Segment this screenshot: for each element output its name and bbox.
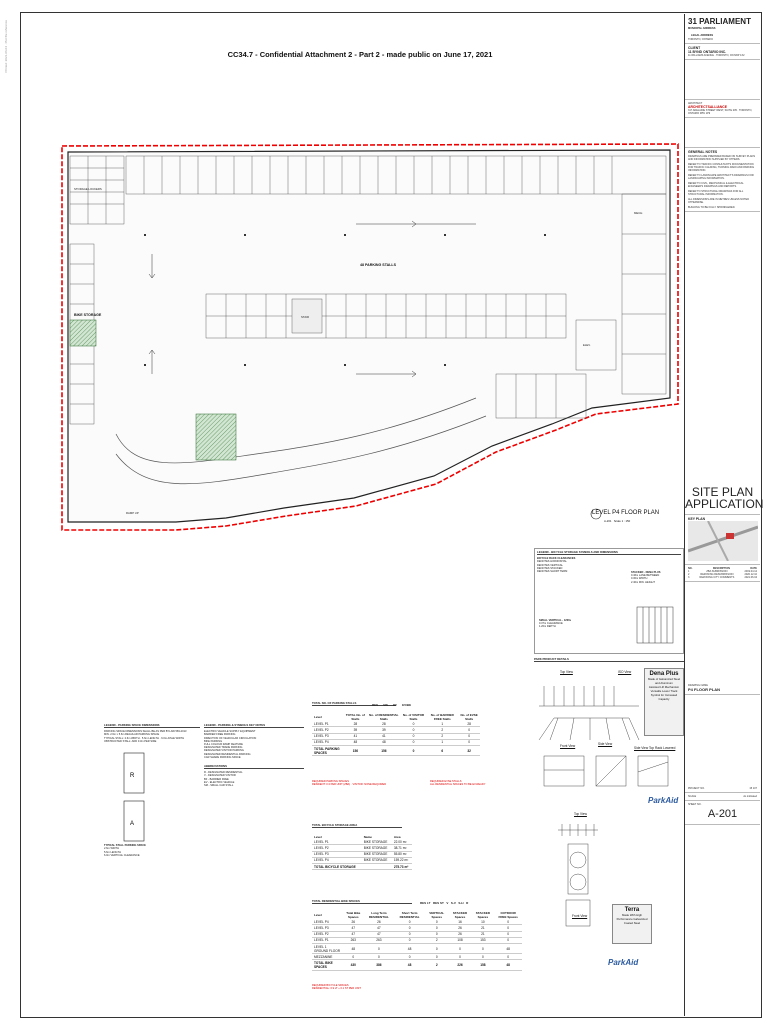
table-row: LEVEL P2 BIKE STORAGE 38.71 m² <box>312 845 412 851</box>
bike-rack-diagram <box>635 605 675 645</box>
title-block <box>684 14 764 1016</box>
legend-symbol-item: BIKE PARKING <box>204 739 223 743</box>
parking-note: REQUIRED PARKING SPACES RESIDENT: 0.3 PER UNIT (ZBA) · VISITOR: NONE REQUIRED <box>312 780 387 786</box>
plan-storage-label: STORAGE LOCKERS <box>74 187 102 191</box>
stall-a-glyph: A <box>130 821 135 828</box>
scale-value: As indicated <box>743 795 757 798</box>
address-line-1: LEGAL ADDRESS <box>691 34 714 37</box>
side-view-label: Side View <box>598 742 613 746</box>
legend-abbr-item: BF - BARRIER FREE <box>204 777 229 781</box>
parking-table-header: No. of VISITOR Stalls <box>402 712 425 721</box>
parking-table-header: No. of RESIDENTIAL Stalls <box>369 712 399 721</box>
table-row: LEVEL P4 48 48 0 1 0 <box>312 739 480 745</box>
parking-table <box>312 712 480 756</box>
table-row: LEVEL P4 26 26 0 0 16 10 0 <box>312 919 522 925</box>
legend-symbols-title: LEGEND - PARKING & SYMBOLS KEY NOTES <box>204 724 304 728</box>
table-row: LEVEL P3 47 47 0 0 26 21 0 <box>312 925 522 931</box>
plan-scale-value: Scale 1 : 150 <box>613 519 631 523</box>
legend-symbol-item: DESIGNATED RESIDENTIAL PARKING <box>204 752 251 756</box>
key-plan-map <box>688 521 758 561</box>
revision-row: 1 ZBA SUBMISSION 2019.04.12 <box>688 570 757 573</box>
top-view-label-terra: Top View <box>574 812 587 816</box>
legend-parking-line: MIN. 2.6m x 5.6m REGULAR PARKING SPACE <box>104 733 160 737</box>
product-title: PARK PRODUCT DETAILS <box>534 658 684 662</box>
legend-abbr-title: ABBREVIATIONS <box>204 765 304 769</box>
legend-symbols <box>204 724 304 787</box>
plan-ramp-label: RAMP UP <box>126 511 139 515</box>
parking-table-header: TOTAL No. of Stalls <box>345 712 365 721</box>
terra-card: Terra Made With High Performance Galvanized Coated Steel <box>612 904 652 944</box>
plan-mech-label: MECH. <box>634 211 644 215</box>
drawing-name-heading: DRAWING NAME <box>688 684 708 687</box>
scale-heading: SCALE <box>688 795 697 798</box>
project-sub: MUNICIPAL ADDRESS <box>688 27 716 30</box>
drawing-name: P4 FLOOR PLAN <box>688 687 721 692</box>
architect-address: 317 ADELAIDE STREET WEST, SUITE 205 · TORONTO, ONTARIO M5V 1P9 <box>688 109 753 115</box>
architect-heading: ARCHITECT <box>688 102 703 105</box>
confidential-header: CC34.7 - Confidential Attachment 2 - Part 2 - made public on June 17, 2021 <box>227 50 493 59</box>
table-row: LEVEL P2 47 47 0 0 26 21 0 <box>312 931 522 937</box>
revision-row: 3 REZONING CITY COMMENTS 2021.06.04 <box>688 576 757 579</box>
bike-legend-sub: BICYCLE RACK CLEARANCES <box>537 557 576 561</box>
bike-legend-title: LEGEND - BICYCLE STORAGE SYMBOLS AND DIMENSIONS <box>537 551 681 555</box>
plan-elevator-label: ELEV. <box>583 343 591 347</box>
bike-col-groups: RES LT RES ST V S-V S-H R <box>420 901 469 905</box>
sheet-heading: SHEET NO. <box>688 803 702 806</box>
parking-note-evse: REQUIRED EVSE STALLS ALL RESIDENTIAL SPACES TO BE EV-READY <box>430 780 486 786</box>
revision-row: 2 REZONING RESUBMISSION 2020.12.10 <box>688 573 757 576</box>
parking-col-groups: RES VIS BF EV/BE <box>372 703 412 707</box>
bike-note: REQUIRED BICYCLE SPACES RESIDENTIAL: 0.9 LT + 0.1 ST PER UNIT <box>312 984 361 990</box>
top-view-label: Top View <box>560 670 573 674</box>
key-plan-heading: KEY PLAN <box>688 517 706 521</box>
table-row: LEVEL P3 41 41 0 2 0 <box>312 733 480 739</box>
plan-scale <box>604 519 630 523</box>
general-note: REFER TO STRUCTURAL DRAWINGS FOR ALL STRUCTURAL INFORMATION. <box>688 190 744 196</box>
margin-print-text: Printed: 2021-06-04 · Plot file reference <box>4 20 8 73</box>
legend-parking-line: OBSTRUCTED STALL: ADD 0.3m PER SIDE <box>104 739 157 743</box>
legend-dim: 5.6m LENGTH <box>104 850 122 854</box>
legend-dim: 2.6m WIDTH <box>104 847 119 851</box>
plan-ref: A-201 <box>604 519 612 523</box>
parking-table-header: Level <box>314 714 322 719</box>
general-note: REFER TO LANDSCAPE ARCHITECT'S DRAWINGS FOR LANDSCAPING INFORMATION. <box>688 174 754 180</box>
bike-storage-area-left <box>70 320 96 346</box>
floor-plan <box>56 134 684 544</box>
dena-front-side-drawing <box>534 752 684 792</box>
drawing-title-big: SITE PLAN APPLICATION <box>685 482 760 515</box>
front-view-label: Front View <box>560 744 576 748</box>
general-note: DRAWINGS ARE PREPARED BASED ON SURVEY PLANS AND INFORMATION SUPPLIED BY OTHERS. <box>688 155 756 161</box>
parkaid-logo-1: ParkAid <box>648 796 679 805</box>
bike-storage-area-center <box>196 414 236 460</box>
general-notes-heading: GENERAL NOTES <box>688 150 718 154</box>
table-row: LEVEL P4 BIKE STORAGE 159.22 m² <box>312 857 412 863</box>
general-note: ALL DIMENSIONS ARE IN METRES UNLESS NOTED OTHERWISE. <box>688 198 750 204</box>
table-total-row: TOTAL PARKING SPACES 156 156 0 6 32 <box>312 745 480 755</box>
legend-parking-line: PARKING SPACE DIMENSIONS SHALL BE AS PER BYLAW 569-2013 <box>104 730 187 734</box>
parking-stall-diagram <box>104 747 194 843</box>
legend-symbol-item: BARRIER FREE PARKING <box>204 733 236 737</box>
parkaid-logo-2: ParkAid <box>608 958 639 967</box>
general-note: REFER TO TRAFFIC CONSULTANT'S DOCUMENTATION FOR TRAFFIC CALMING, TURNING RADII AND PARKING INFORMATION. <box>688 163 755 172</box>
table-row: LEVEL P1 28 28 0 1 28 <box>312 721 480 727</box>
project-no-heading: PROJECT NO. <box>688 787 705 790</box>
general-note: BUILDING TO BE FULLY SPRINKLERED. <box>688 206 736 209</box>
bike-legend: LEGEND - BICYCLE STORAGE SYMBOLS AND DIMENSIONS BICYCLE RACK CLEARANCES DENOTES HORIZONTAL DENOTES VERTICAL DENOTES STACKED DENOTES SHORT TERM STACKED - DENA PLUS 0.46m LANE BETWEEN 0.30m WIDTH 2.40m MIN. HEIGHT SMALL VERTICAL - 1200s 0.37m CLEARANCE 1.20m DEPTH <box>534 548 684 654</box>
client-address: 11 WILLIAMS AVENUE · TORONTO, ON M6P 1X2 <box>688 54 745 57</box>
side-lowered-label: Side View Top Rack Lowered <box>634 746 676 750</box>
legend-symbol-item: FULL COLOUR RAMP FEATURE <box>204 743 243 747</box>
plan-title: LEVEL P4 FLOOR PLAN <box>592 510 660 516</box>
project-no: 15 107 <box>749 787 757 790</box>
parking-table-header: No. of EVSE Stalls <box>460 712 478 721</box>
dena-card: Dena Plus Made of Galvanized Steel and Aluminum Assisted Lift Mechanism Versatile Lower Track Symbol for Increased Capacity <box>644 668 684 736</box>
floor-plan-svg <box>56 134 684 544</box>
legend-abbr-item: SM - SMALL CAR STALL <box>204 784 234 788</box>
legend-symbol-item: CAR SHARE PARKING SPACE <box>204 755 241 759</box>
bike-table-title: TOTAL RESIDENTIAL BIKE SPACES <box>312 900 412 904</box>
table-row: LEVEL P2 39 39 0 2 0 <box>312 727 480 733</box>
stall-r-glyph: R <box>130 773 135 780</box>
general-note: REFER TO CIVIL, MECHANICAL & ELECTRICAL ENGINEER'S DRAWINGS AND REPORTS. <box>688 182 744 188</box>
table-row: LEVEL 1 GROUND FLOOR 48 0 48 0 0 0 48 <box>312 943 522 953</box>
revision-header: NO. DESCRIPTION DATE <box>688 567 757 570</box>
client-heading: CLIENT <box>688 46 701 50</box>
plan-center-label: 48 PARKING STALLS <box>360 263 397 267</box>
legend-abbr-item: V - DESIGNATED VISITOR <box>204 774 236 778</box>
legend-symbol-item: ELECTRIC VEHICLE SUPPLY EQUIPMENT <box>204 730 256 734</box>
bike-table: Level Total Bike Spaces Long Term RESIDENTIAL Short Term RESIDENTIAL VERTICAL Spaces STACKED Spaces STACKED Spaces OUTDOOR FREE Spaces LEVEL P4 26 26 0 0 16 10 0 LEVEL P3 47 47 0 0 26 21 0 LEVEL P2 47 47 0 0 26 21 0 LEVEL P1 263 263 0 2 108 153 0 LEVEL 1 GROUND FLOOR 48 0 48 0 0 0 48 MEZZANINE 0 0 0 0 0 0 0 TOTAL BIKE SPACES 430 386 48 2 226 158 48 <box>312 910 522 971</box>
legend-abbr-item: R - DESIGNATED RESIDENTIAL <box>204 771 243 775</box>
table-total-row: TOTAL BICYCLE STORAGE 275.73 m² <box>312 863 412 869</box>
legend-parking-title: LEGEND - PARKING SPACE DIMENSIONS <box>104 724 200 728</box>
sheet-number: A-201 <box>707 808 738 820</box>
dena-name: Dena Plus <box>649 671 679 677</box>
legend-symbol-item: DESIGNATED TRADE PARKING <box>204 746 243 750</box>
table-row: MEZZANINE 0 0 0 0 0 0 0 <box>312 954 522 960</box>
table-row: LEVEL P1 263 263 0 2 108 153 0 <box>312 937 522 943</box>
table-total-row: TOTAL BIKE SPACES 430 386 48 2 226 158 48 <box>312 960 522 970</box>
project-name: 31 PARLIAMENT <box>688 17 751 26</box>
terra-name: Terra <box>624 907 640 913</box>
bike-area-title: TOTAL BICYCLE STORAGE AREA <box>312 824 402 828</box>
parking-table-header: No. of BARRIER FREE Stalls <box>430 712 454 721</box>
legend-symbol-item: DIRECTION OF VEHICULAR CIRCULATION <box>204 736 257 740</box>
legend-dim: 6.0m VERTICAL CLEARANCE <box>104 853 140 857</box>
legend-abbr-item: EV - ELECTRIC VEHICLE <box>204 780 235 784</box>
plan-stair-label: STAIR <box>301 315 310 319</box>
architect-name: ARCHITECTSALLIANCE <box>688 105 727 109</box>
table-row: LEVEL P3 BIKE STORAGE 55.80 m² <box>312 851 412 857</box>
legend-symbol-item: DESIGNATED VISITOR PARKING <box>204 749 244 753</box>
plan-bike-storage-label: BIKE STORAGE <box>74 313 102 317</box>
parking-table-title: TOTAL NO. OF PARKING STALLS <box>312 702 396 706</box>
client-name: 11 BYND ONTARIO INC. <box>688 50 727 54</box>
legend-parking <box>104 724 200 857</box>
front-view-label-terra: Front View <box>572 914 588 918</box>
dena-rack-drawing <box>534 676 644 746</box>
table-row: LEVEL P1 BIKE STORAGE 22.00 m² <box>312 839 412 845</box>
iso-view-label: ISO View <box>618 670 632 674</box>
bike-area-table: Level Name Area LEVEL P1 BIKE STORAGE 22.00 m² LEVEL P2 BIKE STORAGE 38.71 m² LEVEL P3 BIKE STORAGE 55.80 m² LEVEL P4 BIKE STORAGE 159.22 m² TOTAL BICYCLE STORAGE 275.73 m² <box>312 834 412 870</box>
legend-stall-label: TYPICAL STALL PARKING SPACE <box>104 844 146 848</box>
legend-parking-line: TYPICAL STALL: 2.6m WIDTH · 5.6m LENGTH · 6.0m AISLE WIDTH <box>104 736 185 740</box>
address-line-2: TORONTO, ONTARIO <box>688 38 714 41</box>
